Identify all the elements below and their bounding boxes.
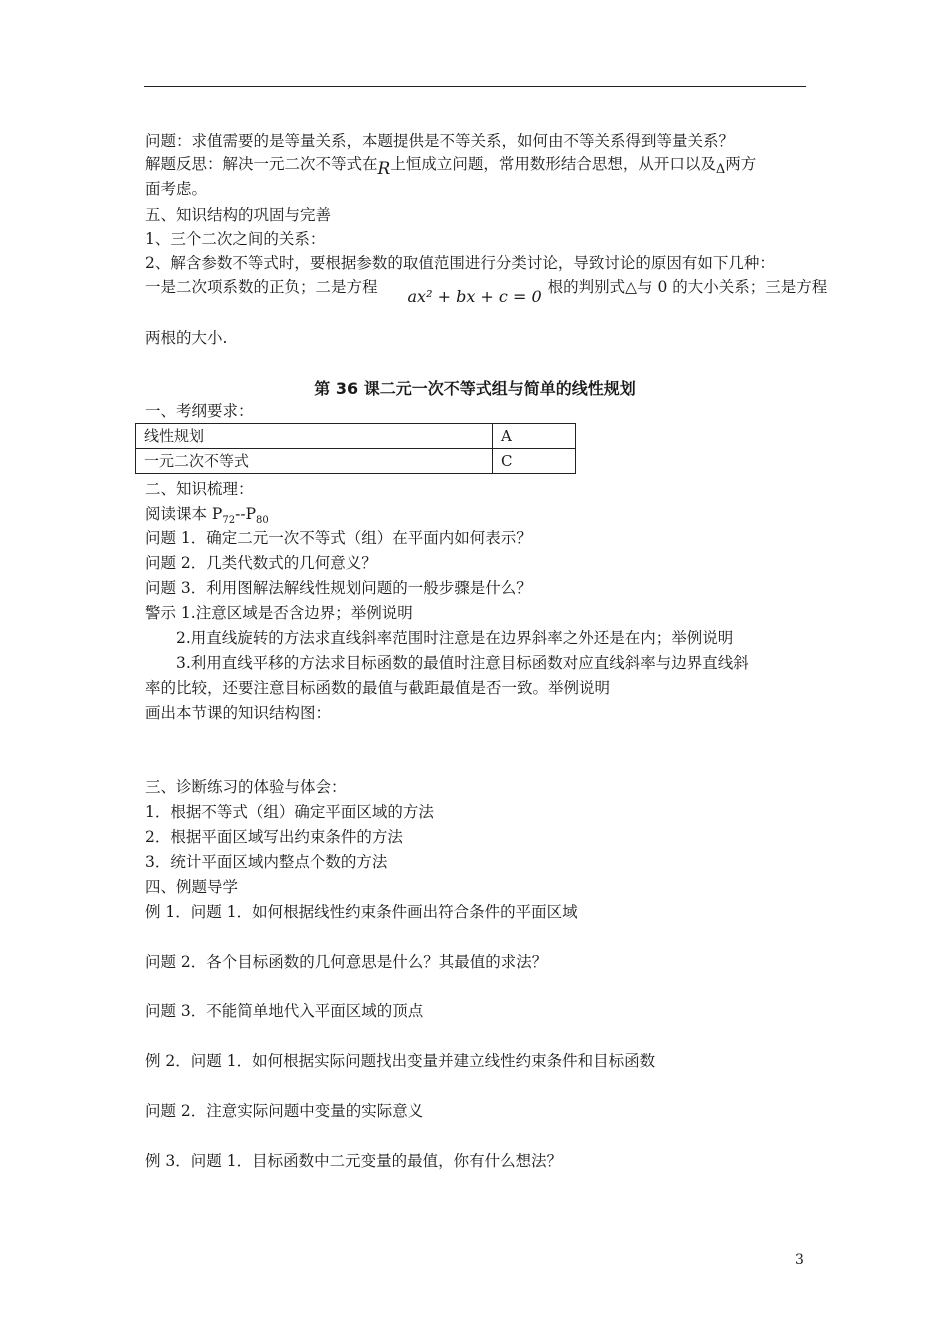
section-heading: 一、考纲要求： [145, 402, 254, 420]
text-line: 1、三个二次之间的关系： [145, 230, 326, 248]
requirements-table [135, 423, 576, 474]
text-line: 面考虑。 [145, 180, 208, 198]
text-line: 一是二次项系数的正负；二是方程 ax² + bx + c = 0 根的判别式△与 0 的大小关系；三是方程 [145, 278, 828, 306]
list-item: 1．根据不等式（组）确定平面区域的方法 [145, 803, 434, 821]
page-number: 3 [795, 1252, 804, 1268]
table-cell-topic: 一元二次不等式 [136, 449, 493, 474]
table-row [136, 449, 576, 474]
header-rule [144, 86, 806, 87]
question: 问题 3．利用图解法解线性规划问题的一般步骤是什么？ [145, 579, 532, 597]
example-question: 问题 3．不能简单地代入平面区域的顶点 [145, 1002, 424, 1020]
example-question: 例 2．问题 1．如何根据实际问题找出变量并建立线性约束条件和目标函数 [145, 1052, 656, 1070]
question: 问题 1．确定二元一次不等式（组）在平面内如何表示？ [145, 529, 532, 547]
question: 问题 2．几类代数式的几何意义？ [145, 554, 377, 572]
list-item: 3．统计平面区域内整点个数的方法 [145, 853, 388, 871]
section-heading: 二、知识梳理： [145, 480, 254, 498]
text-line: 解题反思：解决一元二次不等式在R上恒成立问题，常用数形结合思想，从开口以及$_\Delta$两方 [145, 155, 757, 179]
example-question: 例 1．问题 1．如何根据线性约束条件画出符合条件的平面区域 [145, 903, 578, 921]
text-line: 两根的大小. [145, 329, 228, 347]
quadratic-equation: ax² + bx + c = 0 [407, 287, 542, 306]
warning: 警示 1.注意区域是否含边界；举例说明 [145, 604, 413, 622]
text-line: 画出本节课的知识结构图： [145, 704, 332, 722]
table-cell-topic: 线性规划 [136, 424, 493, 449]
list-item: 2．根据平面区域写出约束条件的方法 [145, 828, 403, 846]
text-line: 2、解含参数不等式时，要根据参数的取值范围进行分类讨论，导致讨论的原因有如下几种： [145, 254, 775, 272]
section-heading: 四、例题导学 [145, 878, 239, 896]
warning: 3.利用直线平移的方法求目标函数的最值时注意目标函数对应直线斜率与边界直线斜 [176, 654, 749, 672]
text-line: 阅读课本 $P_{72}--P_{80}$ [145, 505, 269, 527]
warning: 率的比较，还要注意目标函数的最值与截距最值是否一致。举例说明 [145, 679, 611, 697]
math-R: R [377, 159, 391, 179]
lesson-title: 第 36 课二元一次不等式组与简单的线性规划 [314, 379, 636, 398]
table-row [136, 424, 576, 449]
text-line: 问题：求值需要的是等量关系，本题提供是不等关系，如何由不等关系得到等量关系？ [145, 132, 735, 150]
table-cell-level: C [493, 449, 576, 474]
warning: 2.用直线旋转的方法求直线斜率范围时注意是在边界斜率之外还是在内；举例说明 [176, 629, 734, 647]
example-question: 例 3．问题 1．目标函数中二元变量的最值，你有什么想法？ [145, 1152, 563, 1170]
table-cell-level: A [493, 424, 576, 449]
math-delta: Δ [715, 162, 726, 177]
example-question: 问题 2．注意实际问题中变量的实际意义 [145, 1102, 424, 1120]
section-heading: 五、知识结构的巩固与完善 [145, 206, 332, 224]
example-question: 问题 2．各个目标函数的几何意思是什么？其最值的求法？ [145, 953, 548, 971]
section-heading: 三、诊断练习的体验与体会： [145, 778, 347, 796]
